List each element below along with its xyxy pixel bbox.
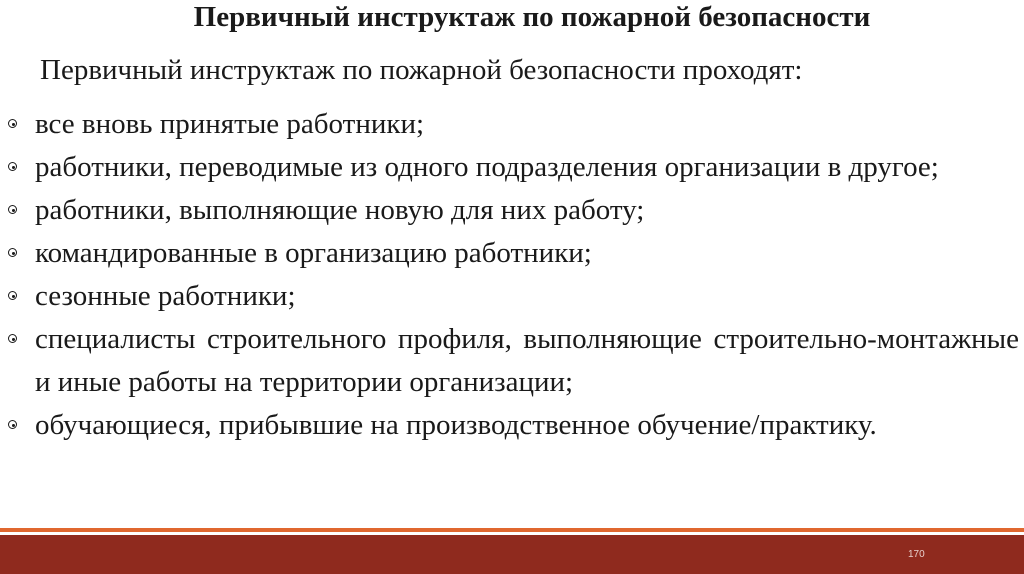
- slide-title: Первичный инструктаж по пожарной безопасности: [193, 1, 871, 33]
- circled-dot-bullet-icon: [2, 189, 28, 232]
- circled-dot-bullet-icon: [2, 103, 28, 146]
- intro-text: Первичный инструктаж по пожарной безопасности проходят:: [40, 54, 803, 86]
- bullet-list: [0, 103, 1019, 447]
- list-item-text: сезонные работники;: [35, 280, 296, 312]
- circled-dot-bullet-icon: [2, 146, 28, 189]
- list-item: [0, 275, 1019, 318]
- list-item-text: все вновь принятые работники;: [35, 108, 425, 140]
- list-item: [0, 103, 1019, 146]
- footer-bar: [0, 535, 1024, 574]
- circled-dot-bullet-icon: [2, 404, 28, 447]
- list-item: [0, 146, 1019, 189]
- list-item: [0, 318, 1019, 404]
- list-item-text: обучающиеся, прибывшие на производственное обучение/практику.: [35, 409, 877, 441]
- page-number: 170: [908, 549, 925, 560]
- circled-dot-bullet-icon: [2, 232, 28, 275]
- list-item-text: работники, выполняющие новую для них работу;: [35, 194, 645, 226]
- footer-accent-line: [0, 528, 1024, 532]
- list-item: [0, 404, 1019, 447]
- list-item-text: командированные в организацию работники;: [35, 237, 592, 269]
- circled-dot-bullet-icon: [2, 318, 28, 361]
- list-item: [0, 189, 1019, 232]
- list-item-text: работники, переводимые из одного подразделения организации в другое;: [35, 151, 939, 183]
- list-item: [0, 232, 1019, 275]
- list-item-text: специалисты строительного профиля, выполняющие строительно-монтажные и иные работы на территории организации;: [35, 323, 1019, 398]
- circled-dot-bullet-icon: [2, 275, 28, 318]
